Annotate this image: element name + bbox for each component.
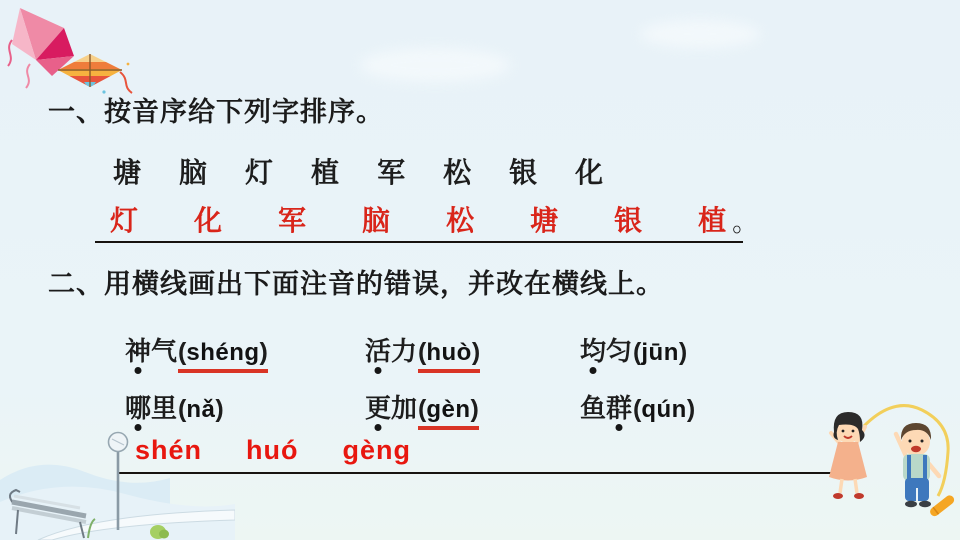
wrong-pinyin-group bbox=[418, 395, 479, 430]
wrong-pinyin-group bbox=[178, 338, 268, 373]
sort-character: 松 bbox=[443, 157, 472, 188]
sort-character: 军 bbox=[377, 157, 406, 188]
exercise-word bbox=[580, 388, 632, 425]
sort-answer-character: 脑 bbox=[362, 205, 391, 236]
pinyin-exercise-item bbox=[365, 388, 479, 430]
pinyin-row-2 bbox=[125, 388, 865, 440]
sort-answer-character: 松 bbox=[446, 205, 475, 236]
pinyin-exercise-item bbox=[580, 388, 695, 426]
sort-character: 化 bbox=[575, 157, 604, 188]
word-character: 活 bbox=[365, 331, 391, 368]
pinyin-exercise-item bbox=[580, 331, 687, 369]
sort-answer-character: 银 bbox=[614, 205, 643, 236]
open-paren: ( bbox=[178, 338, 187, 366]
open-paren: ( bbox=[178, 395, 187, 423]
section2-heading: 二、用横线画出下面注音的错误，并改在横线上。 bbox=[48, 269, 664, 299]
pinyin-exercise-item bbox=[365, 331, 480, 373]
correction-pinyin: shén bbox=[135, 435, 203, 465]
word-character: 里 bbox=[151, 393, 178, 423]
pinyin-text: gèn bbox=[426, 396, 471, 423]
open-paren: ( bbox=[633, 338, 642, 366]
open-paren: ( bbox=[633, 395, 642, 423]
word-character: 匀 bbox=[606, 336, 633, 366]
pinyin-text: qún bbox=[641, 396, 687, 423]
sort-character: 银 bbox=[509, 157, 538, 188]
pinyin-text: huò bbox=[426, 339, 472, 366]
word-character: 气 bbox=[151, 336, 178, 366]
pinyin-group bbox=[633, 338, 687, 369]
sort-answer-characters bbox=[110, 199, 726, 239]
sort-character: 植 bbox=[311, 157, 340, 188]
exercise-word bbox=[580, 331, 632, 368]
close-paren: ) bbox=[259, 338, 268, 366]
pinyin-group bbox=[633, 395, 695, 426]
pinyin-text: nǎ bbox=[186, 396, 216, 423]
open-paren: ( bbox=[418, 338, 427, 366]
word-character: 更 bbox=[365, 388, 391, 425]
word-character: 力 bbox=[391, 336, 418, 366]
close-paren: ) bbox=[686, 395, 696, 423]
sort-answer-character: 化 bbox=[194, 205, 223, 236]
sort-answer-character: 植 bbox=[698, 205, 727, 236]
exercise-word bbox=[365, 331, 417, 368]
correction-pinyin: gèng bbox=[342, 435, 412, 465]
children-jump-rope bbox=[808, 390, 960, 540]
section1-heading: 一、按音序给下列字排序。 bbox=[48, 97, 384, 127]
cloud-decoration bbox=[360, 48, 510, 82]
sort-answer bbox=[110, 199, 758, 239]
pinyin-exercise-item bbox=[125, 331, 268, 373]
sort-character: 塘 bbox=[113, 157, 142, 188]
sort-answer-character: 灯 bbox=[110, 205, 139, 236]
open-paren: ( bbox=[418, 395, 427, 423]
sort-answer-character: 塘 bbox=[530, 205, 559, 236]
characters-to-sort bbox=[113, 151, 603, 191]
exercise-word bbox=[125, 331, 177, 368]
sort-character: 灯 bbox=[245, 157, 274, 188]
kites-icon bbox=[0, 0, 140, 98]
pinyin-text: jūn bbox=[641, 339, 679, 366]
wrong-pinyin-group bbox=[418, 338, 480, 373]
close-paren: ) bbox=[470, 395, 479, 423]
word-character: 加 bbox=[391, 393, 418, 423]
cloud-decoration bbox=[640, 20, 760, 48]
sort-character: 脑 bbox=[179, 157, 208, 188]
answer-period: 。 bbox=[732, 207, 759, 237]
word-character: 哪 bbox=[125, 388, 151, 425]
correction-pinyin: huó bbox=[246, 435, 299, 465]
close-paren: ) bbox=[215, 395, 224, 423]
close-paren: ) bbox=[471, 338, 481, 366]
park-bench-lamp-scene bbox=[0, 418, 235, 540]
close-paren: ) bbox=[678, 338, 688, 366]
answer-underline bbox=[95, 241, 743, 243]
word-character: 均 bbox=[580, 331, 606, 368]
pinyin-row-1 bbox=[125, 331, 865, 383]
word-character: 神 bbox=[125, 331, 151, 368]
pinyin-text: shéng bbox=[186, 339, 260, 366]
exercise-word bbox=[365, 388, 417, 425]
word-character: 鱼 bbox=[580, 393, 607, 423]
sort-answer-character: 军 bbox=[278, 205, 307, 236]
word-character: 群 bbox=[606, 388, 632, 425]
